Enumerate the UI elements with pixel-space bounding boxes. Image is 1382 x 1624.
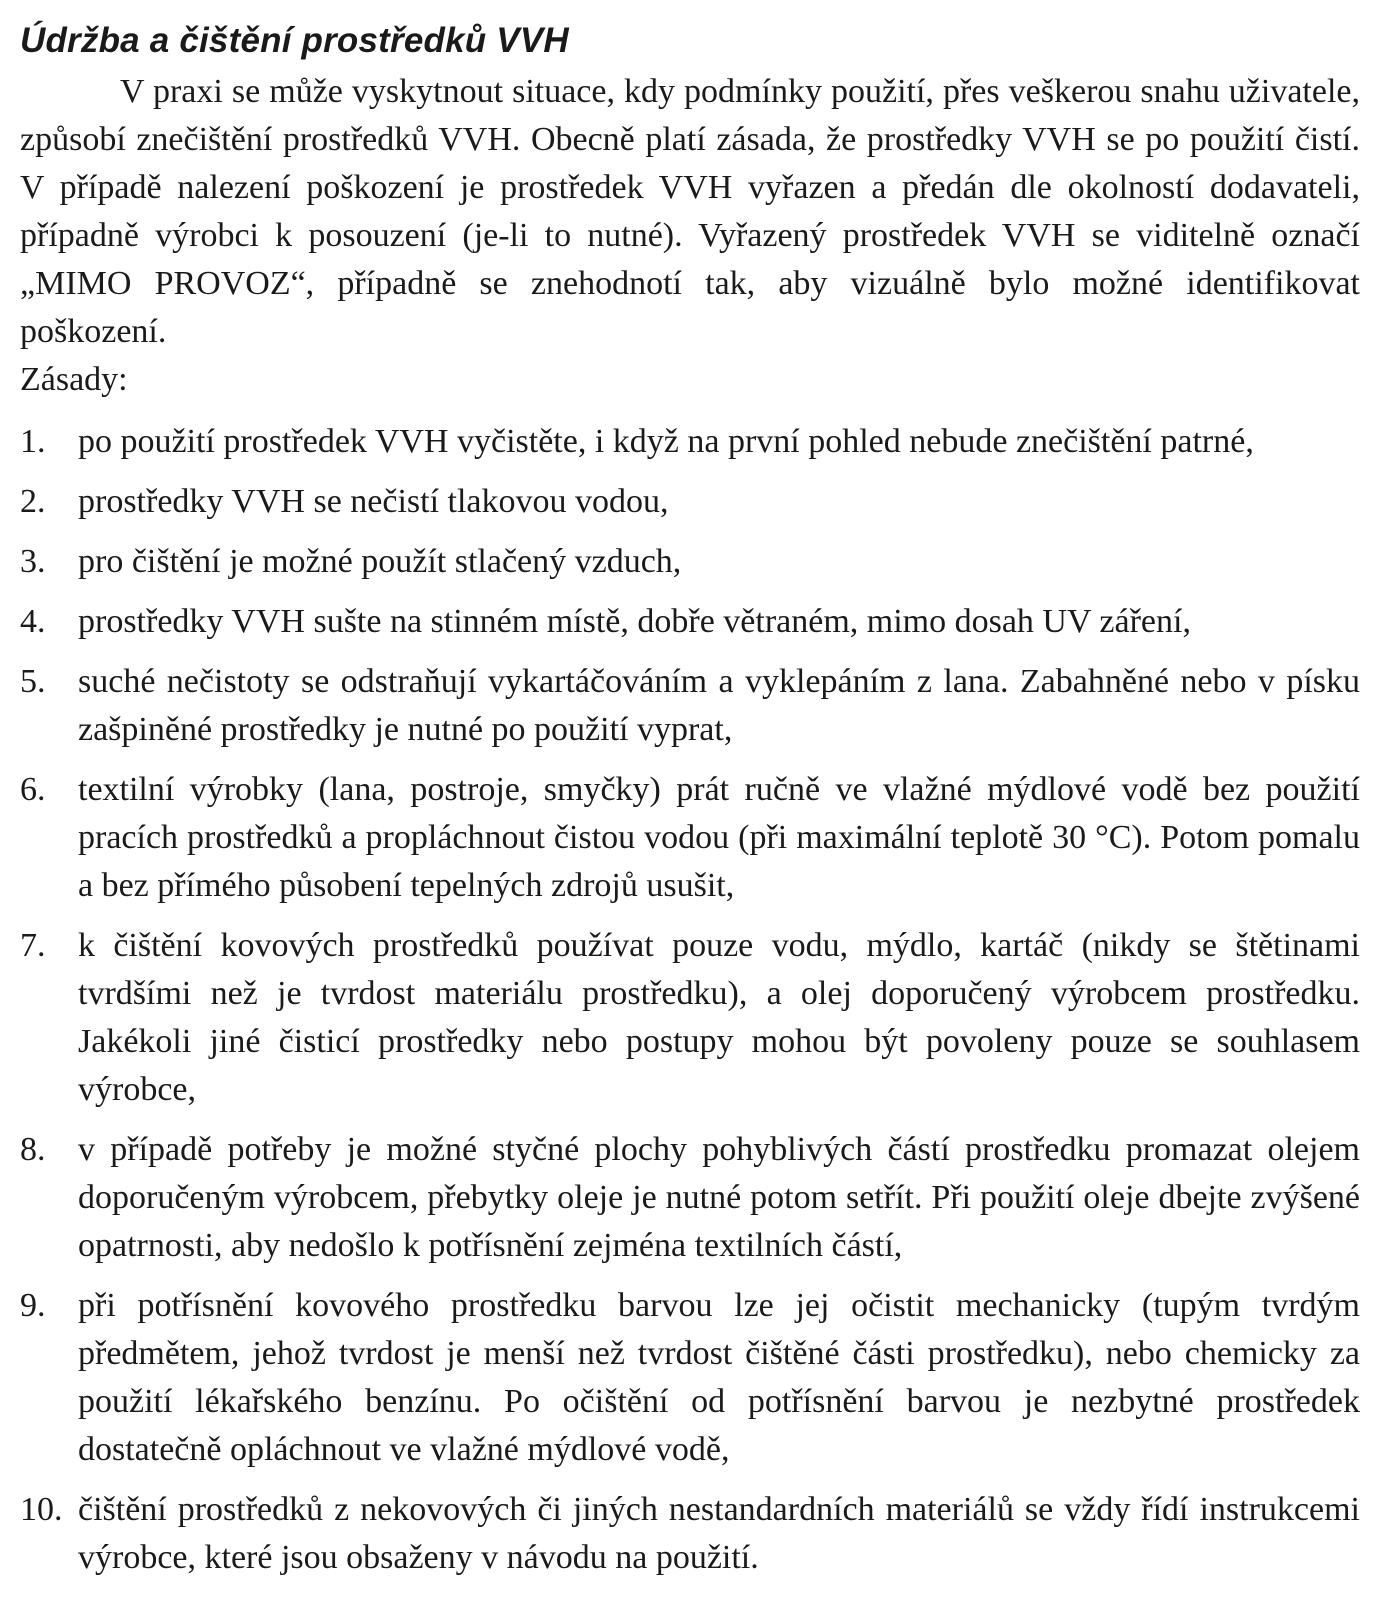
list-item-number: 2. bbox=[20, 483, 46, 520]
list-item-text: k čištění kovových prostředků používat pouze vodu, mýdlo, kartáč (nikdy se štětinami tvrdšími než je tvrdost materiálu prostředku), a olej doporučený výrobcem prostředku. Jakékoli jiné čisticí prostředky nebo postupy mohou být povoleny pouze se souhlasem výrobce, bbox=[78, 927, 1360, 1108]
list-item-text: textilní výrobky (lana, postroje, smyčky) prát ručně ve vlažné mýdlové vodě bez použití pracích prostředků a propláchnout čistou vodou (při maximální teplotě 30 °C). Potom pomalu a bez přímého působení tepelných zdrojů usušit, bbox=[78, 771, 1360, 904]
list-item-number: 8. bbox=[20, 1131, 46, 1168]
list-item bbox=[20, 418, 1360, 466]
list-item bbox=[20, 1282, 1360, 1474]
document-body bbox=[20, 68, 1360, 1582]
list-item bbox=[20, 598, 1360, 646]
list-item bbox=[20, 658, 1360, 754]
list-item-number: 1. bbox=[20, 423, 46, 460]
list-item-text: prostředky VVH sušte na stinném místě, dobře větraném, mimo dosah UV záření, bbox=[78, 603, 1191, 640]
list-item bbox=[20, 478, 1360, 526]
list-item-number: 4. bbox=[20, 603, 46, 640]
document-page bbox=[20, 20, 1360, 1594]
list-item bbox=[20, 1486, 1360, 1582]
list-item-text: suché nečistoty se odstraňují vykartáčováním a vyklepáním z lana. Zabahněné nebo v písku zašpiněné prostředky je nutné po použití vyprat, bbox=[78, 663, 1360, 748]
list-item-text: pro čištění je možné použít stlačený vzduch, bbox=[78, 543, 682, 580]
intro-paragraph: V praxi se může vyskytnout situace, kdy podmínky použití, přes veškerou snahu uživatele, způsobí znečištění prostředků VVH. Obecně platí zásada, že prostředky VVH se po použití čistí. V případě nalezení poškození je prostředek VVH vyřazen a předán dle okolností dodavateli, případně výrobci k posouzení (je-li to nutné). Vyřazený prostředek VVH se viditelně označí „MIMO PROVOZ“, případně se znehodnotí tak, aby vizuálně bylo možné identifikovat poškození. bbox=[20, 73, 1360, 350]
list-item bbox=[20, 538, 1360, 586]
list-item-number: 5. bbox=[20, 663, 46, 700]
list-item-number: 9. bbox=[20, 1287, 46, 1324]
list-item bbox=[20, 766, 1360, 910]
list-item bbox=[20, 1126, 1360, 1270]
list-item-number: 3. bbox=[20, 543, 46, 580]
principles-label: Zásady: bbox=[20, 361, 128, 398]
section-title: Údržba a čištění prostředků VVH bbox=[20, 21, 569, 60]
list-item-text: v případě potřeby je možné styčné plochy pohyblivých částí prostředku promazat olejem doporučeným výrobcem, přebytky oleje je nutné potom setřít. Při použití oleje dbejte zvýšené opatrnosti, aby nedošlo k potřísnění zejména textilních částí, bbox=[78, 1131, 1360, 1264]
list-item-number: 6. bbox=[20, 771, 46, 808]
principles-list bbox=[20, 418, 1360, 1582]
list-item-text: při potřísnění kovového prostředku barvou lze jej očistit mechanicky (tupým tvrdým předmětem, jehož tvrdost je menší než tvrdost čištěné části prostředku), nebo chemicky za použití lékařského benzínu. Po očištění od potřísnění barvou je nezbytné prostředek dostatečně opláchnout ve vlažné mýdlové vodě, bbox=[78, 1287, 1360, 1468]
list-item-number: 10. bbox=[20, 1491, 63, 1528]
list-item-text: čištění prostředků z nekovových či jiných nestandardních materiálů se vždy řídí instrukcemi výrobce, které jsou obsaženy v návodu na použití. bbox=[78, 1491, 1360, 1576]
list-item-text: po použití prostředek VVH vyčistěte, i když na první pohled nebude znečištění patrné, bbox=[78, 423, 1254, 460]
list-item-number: 7. bbox=[20, 927, 46, 964]
list-item bbox=[20, 922, 1360, 1114]
list-item-text: prostředky VVH se nečistí tlakovou vodou, bbox=[78, 483, 669, 520]
